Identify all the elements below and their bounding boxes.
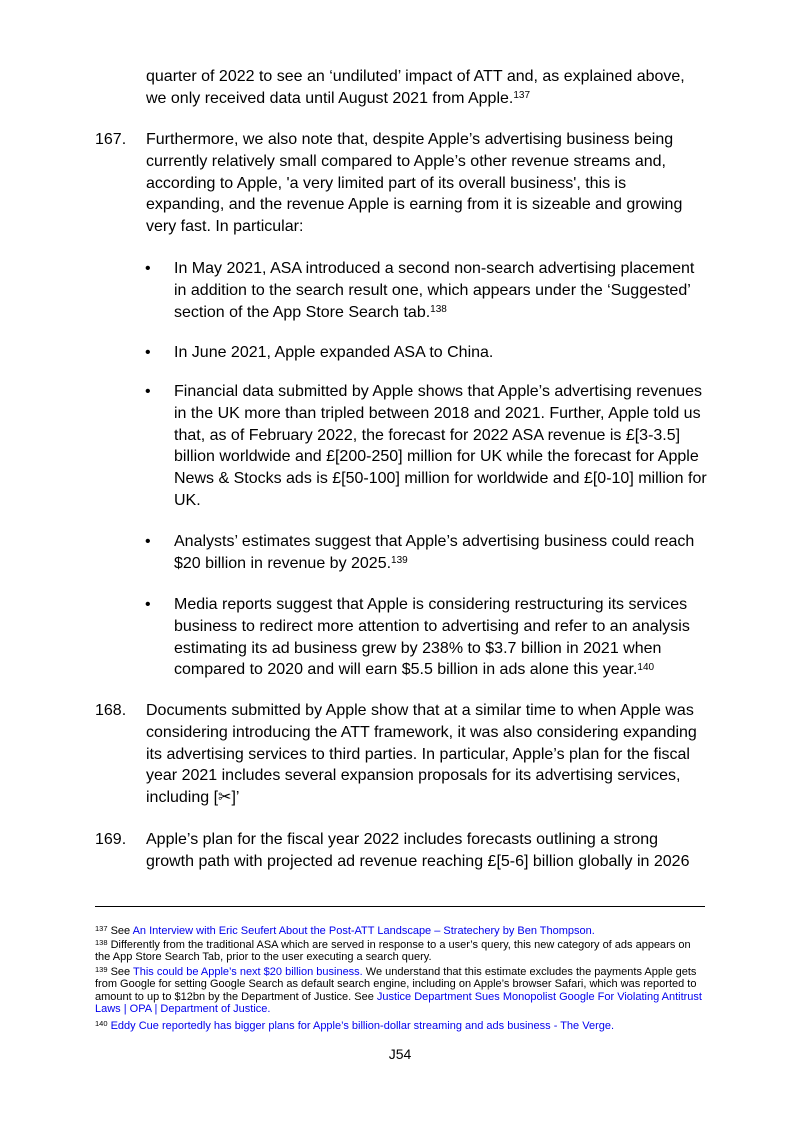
bullet-marker: • bbox=[145, 596, 151, 613]
bullet-marker: • bbox=[145, 260, 151, 277]
bullet-text: Financial data submitted by Apple shows that Apple’s advertising revenues in the UK more than tripled between 2018 and 2021. Further, Apple told us that, as of February 2022, the forecast for 2022 ASA revenue is £[3-3.5] billion worldwide and £[200-250] million for UK while the forecast for Apple News & Stocks ads is £[50-100] million for worldwide and £[0-10] million for UK. bbox=[174, 383, 707, 509]
paragraph-number: 168. bbox=[95, 702, 127, 719]
footnote-ref-140[interactable]: 140 bbox=[637, 661, 655, 673]
bullet-text: Analysts’ estimates suggest that Apple’s advertising business could reach $20 billion in revenue by 2025.$^{139}$ bbox=[174, 533, 695, 572]
footnote-ref-137[interactable]: 137 bbox=[513, 90, 531, 102]
redaction-scissors-icon: ✂ bbox=[218, 789, 232, 807]
footnote-separator bbox=[95, 906, 705, 907]
paragraph-body: Apple’s plan for the fiscal year 2022 includes forecasts outlining a strong growth path with projected ad revenue reaching £[5-6] billion globally in 2026 bbox=[146, 831, 690, 870]
paragraph-body: Documents submitted by Apple show that at a similar time to when Apple was considering introducing the ATT framework, it was also considering expanding its advertising services to third parties. In particular, Apple’s plan for the fiscal year 2021 includes several expansion proposals for its advertising services, including [✂]’ bbox=[146, 702, 697, 807]
paragraph-number: 169. bbox=[95, 831, 127, 848]
footnote-number: 138 bbox=[95, 938, 108, 947]
footnote-number: 137 bbox=[95, 924, 108, 933]
paragraph-body: Furthermore, we also note that, despite Apple’s advertising business being currently relatively small compared to Apple’s other revenue streams and, according to Apple, 'a very limited part of its overall business', this is expanding, and the revenue Apple is earning from it is sizeable and growing very fast. In particular: bbox=[146, 131, 683, 236]
paragraph-body bbox=[146, 66, 706, 110]
footnote-link[interactable]: Eddy Cue reportedly has bigger plans for Apple’s billion-dollar streaming and ads business - The Verge. bbox=[110, 1020, 615, 1032]
paragraph-number: 167. bbox=[95, 131, 127, 148]
bullet-marker: • bbox=[145, 383, 151, 400]
paragraph-text: quarter of 2022 to see an ‘undiluted’ impact of ATT and, as explained above, we only received data until August 2021 from Apple. bbox=[146, 68, 685, 107]
footnote-link[interactable]: An Interview with Eric Seufert About the Post-ATT Landscape – Stratechery by Ben Thompson. bbox=[132, 925, 595, 937]
footnote-number: 139 bbox=[95, 965, 108, 974]
footnote-140 bbox=[95, 1020, 707, 1032]
bullet-marker: • bbox=[145, 533, 151, 550]
footnote-ref-138[interactable]: 138 bbox=[430, 304, 447, 316]
page-number: J54 bbox=[388, 1046, 412, 1062]
bullet-text: In May 2021, ASA introduced a second non-search advertising placement in addition to the search result one, which appears under the ‘Suggested’ section of the App Store Search tab.$^{138}$ bbox=[174, 260, 695, 321]
footnote-139: $^{139}$ See This could be Apple’s next $20 billion business. We understand that this estimate excludes the payments Apple gets from Google for setting Google Search as default search engine, including on Apple’s browser Safari, which was reported to amount to up to $12bn by the Department of Justice. See Justice Department Sues Monopolist Google For Violating Antitrust Laws | OPA | Department of Justice. bbox=[95, 965, 702, 1016]
bullet-marker: • bbox=[145, 344, 151, 361]
footnote-link[interactable]: Justice Department Sues Monopolist Google For Violating Antitrust Laws | OPA | Department of Justice. bbox=[95, 990, 702, 1016]
footnote-ref-139[interactable]: 139 bbox=[391, 555, 408, 567]
footnote-number: 140 bbox=[95, 1019, 108, 1028]
bullet-text: Media reports suggest that Apple is considering restructuring its services business to redirect more attention to advertising and refer to an analysis estimating its ad business grew by 238% to $3.7 billion in 2021 when compared to 2020 and will earn $5.5 billion in ads alone this year.$^{140}$ bbox=[174, 596, 690, 679]
footnote-138: $^{138}$ Differently from the traditional ASA which are served in response to a user’s query, this new category of ads appears on the App Store Search Tab, prior to the user executing a search query. bbox=[95, 938, 691, 964]
footnote-137: $^{137}$ See An Interview with Eric Seufert About the Post-ATT Landscape – Stratechery by Ben Thompson. bbox=[95, 924, 595, 937]
bullet-text: In June 2021, Apple expanded ASA to China. bbox=[174, 344, 494, 361]
footnote-link[interactable]: This could be Apple’s next $20 billion business. bbox=[133, 966, 363, 978]
